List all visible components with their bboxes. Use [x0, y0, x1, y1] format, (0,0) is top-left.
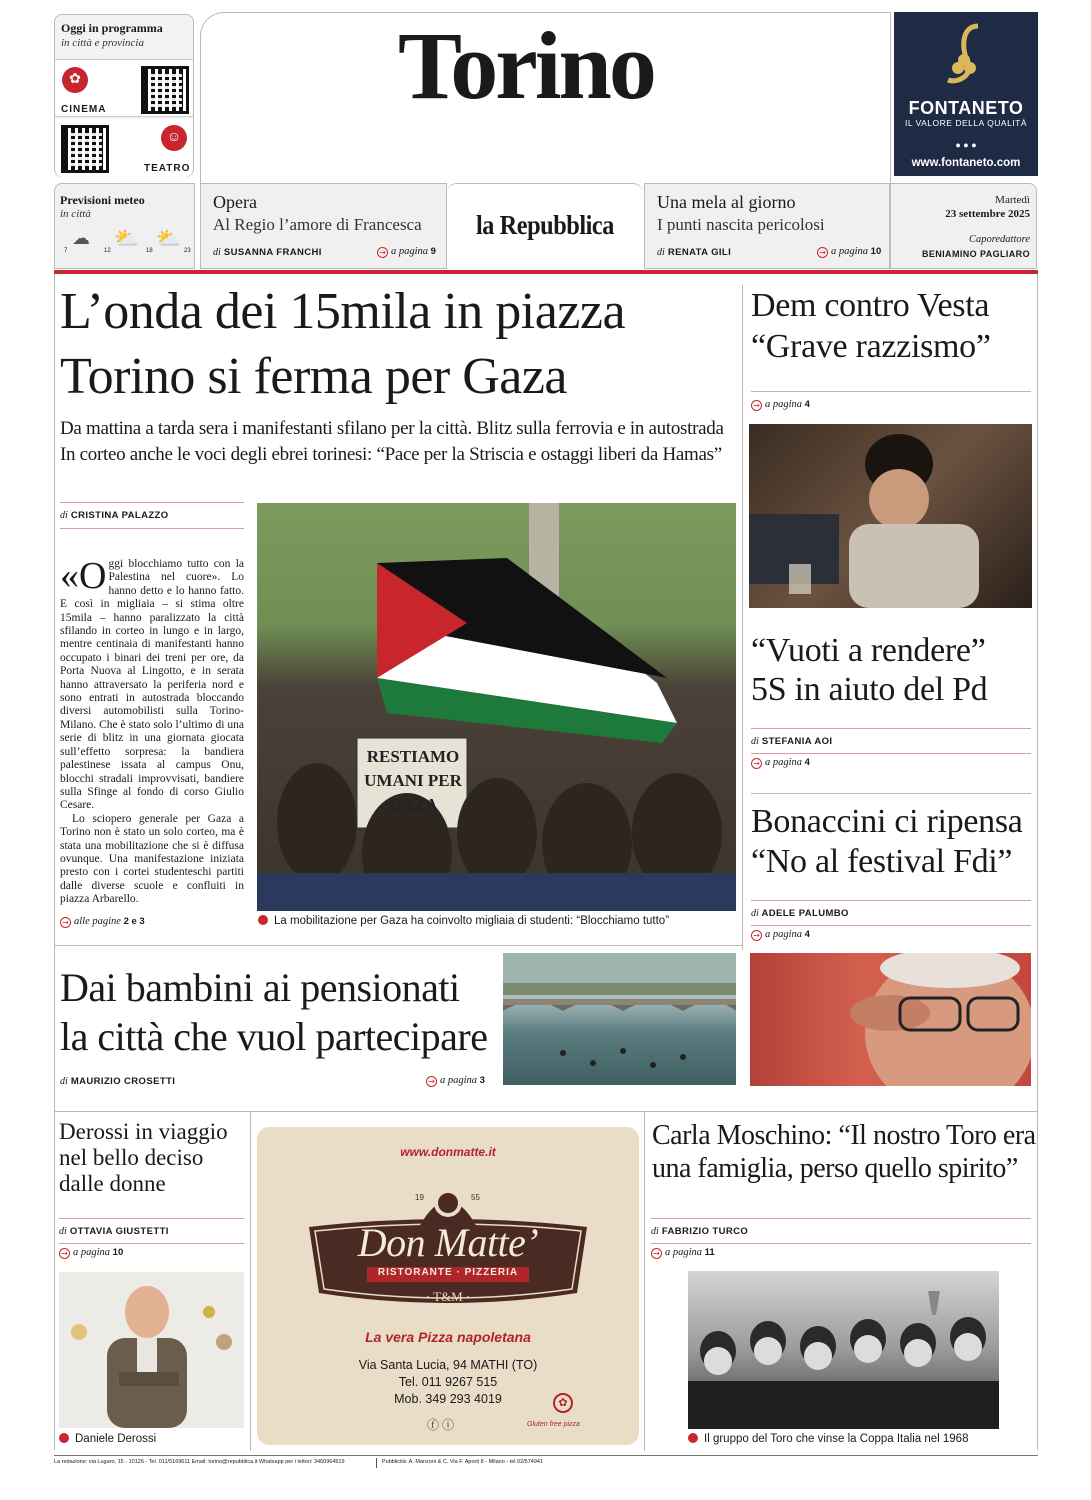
main-byline: di CRISTINA PALAZZO — [60, 510, 169, 521]
footer-redazione: La redazione: via Lugaro, 15 - 10126 - Tel. 011/5169611 Email: torino@repubblica.it Whatsapp per i lettori: 3460964519 — [54, 1459, 345, 1465]
cinema-label: CINEMA — [61, 104, 107, 115]
weather-forecast — [62, 222, 192, 258]
mela-title: Una mela al giorno — [657, 192, 796, 212]
main-body — [60, 555, 244, 907]
donmatte-year-left: 19 — [415, 1193, 424, 1202]
section-divider-2 — [54, 1111, 1038, 1112]
moschino-caption: Il gruppo del Toro che vinse la Coppa Italia nel 1968 — [688, 1433, 968, 1445]
fontaneto-tagline: IL VALORE DELLA QUALITÀ — [904, 118, 1028, 128]
bonaccini-rule — [751, 900, 1031, 901]
derossi-caption: Daniele Derossi — [59, 1433, 156, 1445]
gluten-free-icon: ✿ — [553, 1393, 573, 1413]
photo-derossi — [59, 1272, 244, 1428]
second-byline: di MAURIZIO CROSETTI — [60, 1076, 176, 1087]
main-deck-line1: Da mattina a tarda sera i manifestanti sfilano per la città. Blitz sulla ferrovia e in autostrada — [60, 418, 724, 439]
arrow-icon: → — [60, 917, 71, 928]
side-divider — [751, 793, 1031, 794]
main-lead: ggi blocchiamo tutto con la Palestina nel cuore». Lo hanno detto e lo hanno fatto. E così in migliaia – si stima oltre 15mila – hanno paralizzato la città sfilando in corteo in lungo e in largo, mentre centinaia di manifestanti hanno occupato i binari dei treni per ore, da Porta Nuova al Lingotto, e in serata hanno attraversato la periferia nord e sono entrati in autostrada bloccando diversi automobilisti sulla Torino-Milano. Che è stato solo l’ultimo di una serie di blitz in una giornata giocata sull’effetto sorpresa: la bandiera palestinese issata al campus Onu, blocchi stradali improvvisati, bandiere sulla Sfinge al fondo di corso Giulio Cesare. — [60, 558, 244, 812]
dem-headline-2[interactable]: “Grave razzismo” — [751, 328, 991, 365]
bonaccini-headline-1[interactable]: Bonaccini ci ripensa — [751, 803, 1023, 840]
teatro-label: TEATRO — [144, 163, 191, 174]
dem-headline-1[interactable]: Dem contro Vesta — [751, 287, 990, 324]
editor-role: Caporedattore — [968, 234, 1030, 245]
fontaneto-logo-icon — [940, 22, 994, 88]
derossi-headline-2[interactable]: nel bello deciso — [59, 1145, 204, 1170]
donmatte-address: Via Santa Lucia, 94 MATHI (TO) — [358, 1358, 538, 1372]
meteo-title: Previsioni meteo — [60, 193, 145, 207]
programma-teatro-card[interactable] — [55, 119, 193, 177]
temp-4: 23 — [184, 248, 191, 254]
bonaccini-rule-2 — [751, 925, 1031, 926]
donmatte-banner: RISTORANTE · PIZZERIA — [377, 1267, 519, 1278]
arrow-icon: → — [377, 247, 388, 258]
vuoti-page-ref[interactable]: → a pagina 4 — [751, 757, 810, 769]
main-headline-line1[interactable]: L’onda dei 15mila in piazza — [60, 283, 626, 340]
teatro-qr-code[interactable] — [61, 125, 109, 173]
temp-2: 12 — [104, 248, 111, 254]
fontaneto-brand: FONTANETO — [908, 98, 1024, 118]
protest-sign: RESTIAMO UMANI PER GAZA — [364, 747, 462, 814]
vuoti-headline-1[interactable]: “Vuoti a rendere” — [751, 632, 986, 669]
donmatte-monogram: · T&M · — [425, 1289, 471, 1304]
moschino-headline-1[interactable]: Carla Moschino: “Il nostro Toro era — [652, 1120, 1036, 1151]
donmatte-url[interactable]: www.donmatte.it — [400, 1145, 496, 1159]
main-page-ref[interactable]: → alle pagine 2 e 3 — [60, 916, 145, 928]
vuoti-rule — [751, 728, 1031, 729]
derossi-headline-3[interactable]: dalle donne — [59, 1171, 166, 1196]
arrow-icon: → — [59, 1248, 70, 1259]
opera-subtitle: Al Regio l’amore di Francesca — [213, 215, 422, 234]
social-icons: ● ● ● — [955, 140, 977, 150]
drop-cap: «O — [60, 555, 107, 597]
red-rule — [54, 270, 1038, 274]
derossi-byline: di OTTAVIA GIUSTETTI — [59, 1226, 169, 1237]
repubblica-logo: la Repubblica — [476, 210, 614, 240]
page-frame-left — [54, 274, 55, 1450]
vuoti-rule-2 — [751, 753, 1031, 754]
bonaccini-page-ref[interactable]: → a pagina 4 — [751, 929, 810, 941]
main-deck-line2: In corteo anche le voci degli ebrei torinesi: “Pace per la Striscia e ostaggi liberi da Hamas” — [60, 444, 722, 465]
masthead-title: Torino — [398, 12, 654, 119]
photo-bridge-river — [503, 953, 736, 1085]
film-reel-icon: ✿ — [62, 67, 88, 93]
programma-cinema-card[interactable] — [55, 59, 193, 117]
programma-title: Oggi in programma — [61, 21, 163, 35]
donmatte-gluten: Gluten free pizza — [527, 1421, 580, 1428]
photo-toro-1968 — [688, 1271, 999, 1429]
derossi-rule — [59, 1218, 244, 1219]
sun-cloud-icon-2: ⛅ — [156, 228, 181, 250]
moschino-rule-2 — [651, 1243, 1031, 1244]
rubric-mela[interactable] — [644, 183, 890, 269]
arrow-icon: → — [817, 247, 828, 258]
footer-pubblicita: Pubblicità: A. Manzoni & C. Via F. Aporti 8 - Milano - tel 02/574941 — [382, 1459, 544, 1465]
arrow-icon: → — [651, 1248, 662, 1259]
main-photo-gaza-protest — [257, 503, 736, 911]
date-box — [890, 183, 1037, 269]
derossi-page-ref[interactable]: → a pagina 10 — [59, 1247, 123, 1259]
programma-subtitle: in città e provincia — [61, 37, 144, 49]
section-divider-1 — [54, 945, 743, 946]
donmatte-mob: Mob. 349 293 4019 — [394, 1392, 502, 1406]
main-headline-line2[interactable]: Torino si ferma per Gaza — [60, 348, 568, 405]
moschino-headline-2[interactable]: una famiglia, perso quello spirito” — [652, 1153, 1018, 1184]
bonaccini-byline: di ADELE PALUMBO — [751, 908, 849, 919]
donmatte-tel: Tel. 011 9267 515 — [398, 1375, 498, 1389]
donmatte-slogan: La vera Pizza napoletana — [365, 1329, 531, 1345]
main-para2: Lo sciopero generale per Gaza a Torino non è stato un solo corteo, ma è stata una mobilitazione che si è diffusa ovunque. Una manifestazione iniziata presto con i cortei studenteschi partiti dalle diverse scuole e confluiti in piazza Arbarello. — [60, 812, 244, 906]
arrow-icon: → — [751, 400, 762, 411]
meteo-subtitle: in città — [60, 208, 91, 220]
sun-cloud-icon: ⛅ — [114, 228, 139, 250]
second-headline-1[interactable]: Dai bambini ai pensionati — [60, 965, 460, 1010]
mela-byline: di RENATA GILI — [657, 247, 732, 258]
footer-rule — [54, 1455, 1038, 1456]
second-headline-2[interactable]: la città che vuol partecipare — [60, 1014, 488, 1059]
main-photo-caption: La mobilitazione per Gaza ha coinvolto migliaia di studenti: “Blocchiamo tutto” — [258, 915, 669, 927]
caption-dot-icon — [59, 1433, 69, 1443]
opera-title: Opera — [213, 192, 257, 212]
programma-box — [54, 14, 194, 177]
mela-subtitle: I punti nascita pericolosi — [657, 215, 825, 234]
second-page-ref[interactable]: → a pagina 3 — [426, 1075, 485, 1087]
donmatte-year-right: 55 — [471, 1193, 480, 1202]
derossi-rule-2 — [59, 1243, 244, 1244]
fontaneto-url[interactable]: www.fontaneto.com — [911, 157, 1021, 169]
vuoti-headline-2[interactable]: 5S in aiuto del Pd — [751, 671, 988, 708]
cinema-qr-code[interactable] — [141, 66, 189, 114]
theatre-mask-icon: ☺ — [161, 125, 187, 151]
arrow-icon: → — [751, 758, 762, 769]
cloud-icon: ☁ — [72, 228, 90, 248]
column-divider — [742, 285, 743, 950]
bonaccini-headline-2[interactable]: “No al festival Fdi” — [751, 843, 1013, 880]
ad-fontaneto[interactable] — [894, 12, 1038, 176]
moschino-page-ref[interactable]: → a pagina 11 — [651, 1247, 715, 1259]
opera-byline: di SUSANNA FRANCHI — [213, 247, 322, 258]
mela-page-ref[interactable]: → a pagina 10 — [817, 246, 881, 258]
temp-1: 7 — [64, 248, 68, 254]
temp-3: 18 — [146, 248, 153, 254]
date-full: 23 settembre 2025 — [945, 208, 1030, 220]
arrow-icon: → — [426, 1076, 437, 1087]
derossi-headline-1[interactable]: Derossi in viaggio — [59, 1119, 228, 1144]
rubric-opera[interactable] — [200, 183, 447, 269]
arrow-icon: → — [751, 930, 762, 941]
byline-rule-2 — [60, 528, 244, 529]
dem-rule — [751, 391, 1031, 392]
moschino-byline: di FABRIZIO TURCO — [651, 1226, 749, 1237]
caption-dot-icon — [258, 915, 268, 925]
bottom-divider-right — [644, 1111, 645, 1451]
social-icons[interactable]: ⓕ ⓘ — [427, 1418, 455, 1432]
editor-name: BENIAMINO PAGLIARO — [921, 249, 1030, 259]
footer-separator — [376, 1458, 377, 1468]
dem-page-ref[interactable]: → a pagina 4 — [751, 399, 810, 411]
page-frame-right — [1037, 274, 1038, 1450]
bottom-divider-left — [250, 1111, 251, 1451]
ad-donmatte[interactable] — [257, 1127, 639, 1445]
moschino-rule — [651, 1218, 1031, 1219]
caption-dot-icon — [688, 1433, 698, 1443]
byline-rule — [60, 502, 244, 503]
opera-page-ref[interactable]: → a pagina 9 — [377, 246, 436, 258]
date-day: Martedì — [995, 194, 1030, 206]
photo-bonaccini — [750, 953, 1031, 1086]
vuoti-byline: di STEFANIA AOI — [751, 736, 833, 747]
donmatte-name: Don Matte’ — [357, 1220, 539, 1265]
photo-woman-desk — [749, 424, 1032, 608]
